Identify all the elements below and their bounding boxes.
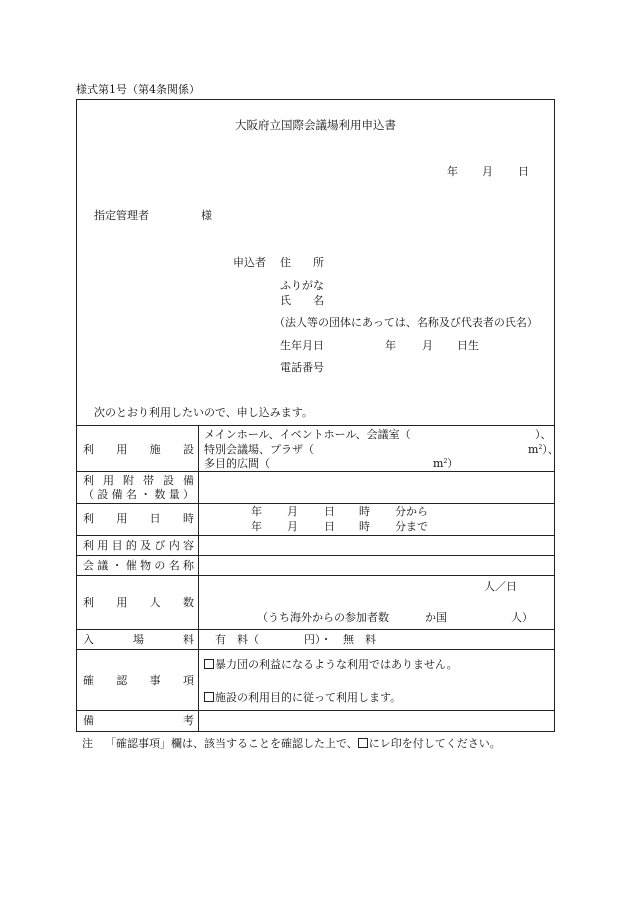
- event-name-input-area[interactable]: [201, 557, 551, 573]
- equipment-label-line1: 利 用 附 帯 設 備: [83, 474, 194, 487]
- date-year: 年: [447, 165, 458, 178]
- facility-line3-unit: $m^2$）: [433, 457, 459, 470]
- confirmation-item-1[interactable]: 暴力団の利益になるような利用ではありません。: [204, 659, 458, 670]
- facility-line1-end: ）、: [535, 428, 552, 441]
- admission-yen: 円）・: [304, 633, 332, 646]
- datetime-label: 利 用 日 時: [83, 512, 194, 525]
- equipment-label-line2: （ 設 備 名 ・ 数 量 ）: [83, 488, 194, 501]
- purpose-input-area[interactable]: [201, 537, 551, 553]
- applicant-birthdate-label: 生年月日: [280, 339, 324, 352]
- admission-paid[interactable]: 有 料（: [215, 633, 259, 646]
- addressee-label: 指定管理者: [94, 209, 149, 222]
- attendees-label: 利 用 人 数: [83, 596, 194, 609]
- event-name-label: 会 議 ・ 催 物 の 名 称: [83, 559, 194, 572]
- datetime-to-year: 年: [251, 520, 262, 533]
- applicant-label: 申込者: [233, 256, 266, 269]
- addressee-honorific: 様: [201, 209, 212, 222]
- attendees-persons: 人）: [511, 611, 533, 624]
- checkbox-icon[interactable]: [204, 692, 214, 702]
- application-form-frame: [76, 99, 559, 732]
- datetime-from-hour: 時: [359, 505, 370, 518]
- applicant-name-note: （法人等の団体にあっては、名称及び代表者の氏名）: [274, 316, 538, 329]
- attendees-countries: か国: [425, 611, 447, 624]
- form-title: 大阪府立国際会議場利用申込書: [235, 118, 396, 132]
- equipment-input-area[interactable]: [201, 474, 551, 502]
- footnote: 注 「確認事項」欄は、該当することを確認した上で、 にレ印を付してください。: [82, 737, 501, 750]
- birth-suffix: 日生: [457, 339, 479, 352]
- applicant-address-label: 住 所: [280, 256, 324, 269]
- applicant-name-label: 氏 名: [280, 294, 324, 307]
- remarks-input-area[interactable]: [201, 712, 551, 729]
- date-day: 日: [518, 165, 529, 178]
- birth-month: 月: [422, 339, 433, 352]
- admission-label: 入 場 料: [83, 633, 194, 646]
- confirmation-item-2[interactable]: 施設の利用目的に従って利用します。: [204, 692, 401, 703]
- form-number: 様式第1号（第4条関係）: [76, 83, 200, 96]
- datetime-to-day: 日: [324, 520, 335, 533]
- date-month: 月: [482, 165, 493, 178]
- attendees-overseas: （うち海外からの参加者数: [257, 611, 389, 624]
- facility-line2[interactable]: 特別会議場、プラザ（: [204, 443, 314, 456]
- datetime-to-suffix: 分まで: [395, 520, 428, 533]
- applicant-phone-label: 電話番号: [280, 361, 324, 374]
- attendees-per-day: 人／日: [484, 580, 517, 593]
- facility-line3[interactable]: 多目的広間（: [204, 457, 270, 470]
- facility-line2-unit: $m^2$）、: [528, 443, 559, 456]
- admission-free[interactable]: 無 料: [343, 633, 376, 646]
- datetime-to-month: 月: [287, 520, 298, 533]
- applicant-furigana-label: ふりがな: [280, 279, 324, 292]
- birth-year: 年: [385, 339, 396, 352]
- checkbox-icon: [358, 738, 368, 748]
- facility-label: 利 用 施 設: [83, 443, 194, 456]
- facility-line1[interactable]: メインホール、イベントホール、会議室（: [204, 428, 411, 441]
- checkbox-icon[interactable]: [204, 659, 214, 669]
- datetime-from-month: 月: [287, 505, 298, 518]
- confirmation-label: 確 認 事 項: [83, 674, 194, 687]
- intro-text: 次のとおり利用したいので、申し込みます。: [94, 406, 313, 419]
- datetime-to-hour: 時: [359, 520, 370, 533]
- datetime-from-suffix: 分から: [395, 505, 428, 518]
- remarks-label: 備 考: [83, 714, 194, 727]
- datetime-from-day: 日: [324, 505, 335, 518]
- purpose-label: 利 用 目 的 及 び 内 容: [83, 539, 194, 552]
- datetime-from-year: 年: [251, 505, 262, 518]
